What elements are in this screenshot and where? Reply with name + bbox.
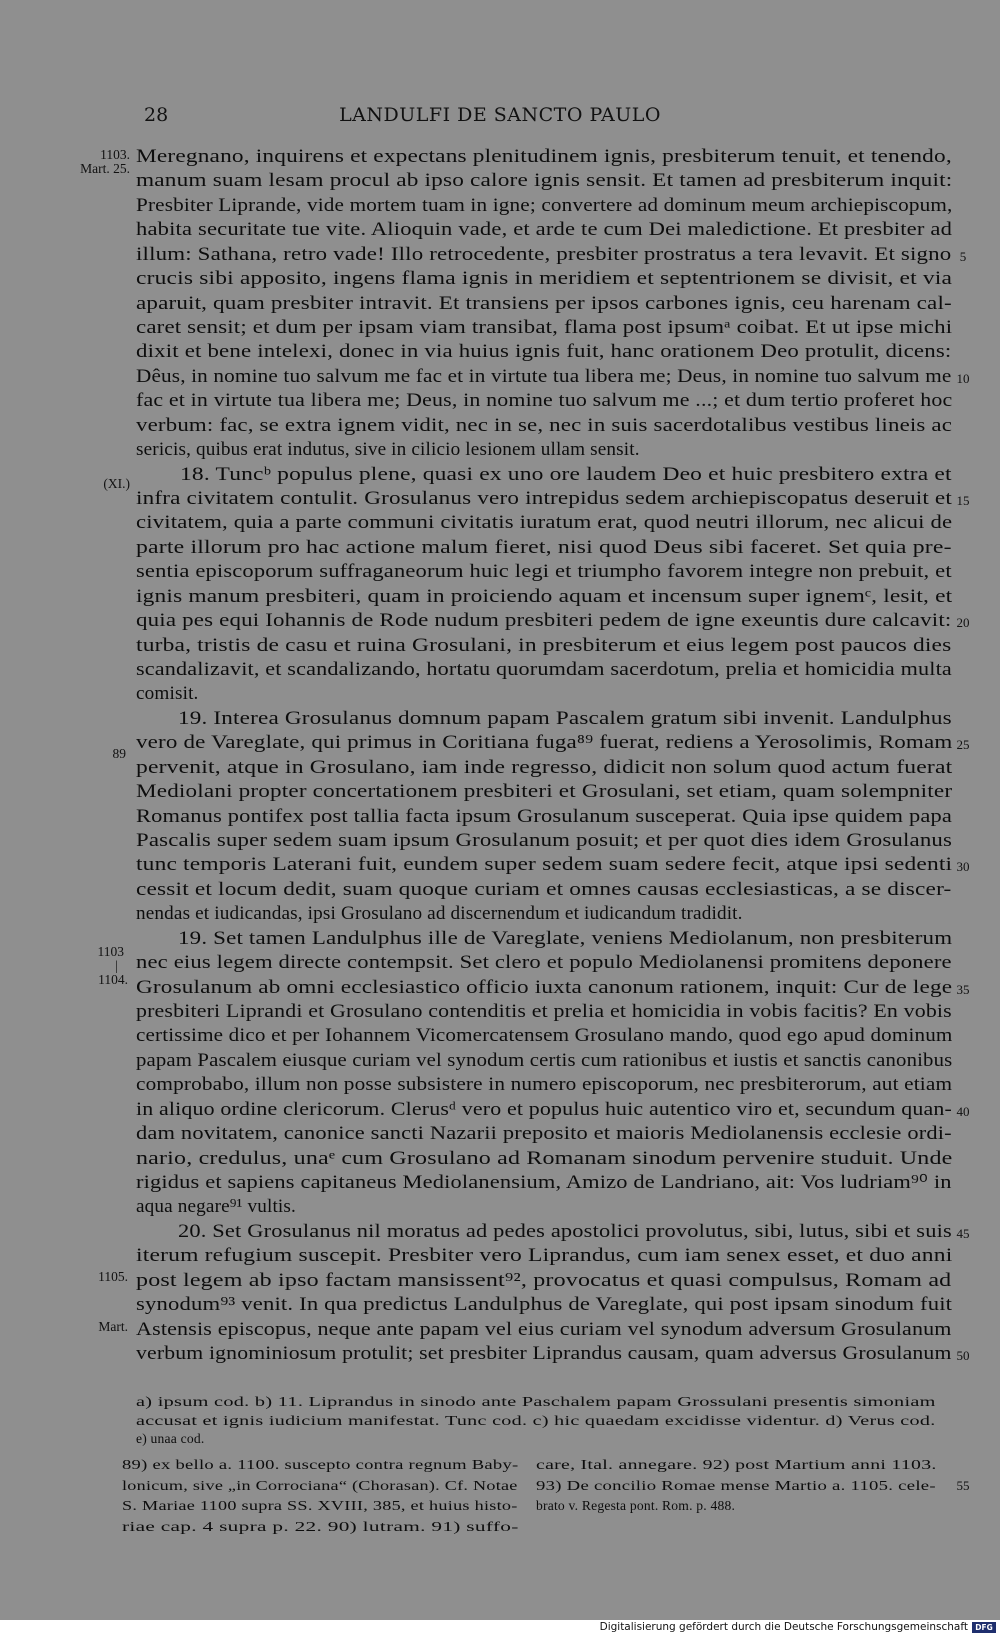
body-line: Mediolani propter concertationem presbiteri et Grosulani, set etiam, quam solempniter <box>136 781 953 803</box>
body-line: 19. Set tamen Landulphus ille de Vareglate, veniens Mediolanum, non presbiterum <box>178 927 953 949</box>
body-line: pervenit, atque in Grosulano, iam inde regresso, didicit non solum quod actum fuerat <box>136 756 953 778</box>
body-line: synodum⁹³ venit. In qua predictus Landulphus de Vareglate, qui post ipsam sinodum fuit <box>136 1294 953 1316</box>
body-line: caret sensit; et dum per ipsam viam transibat, flama post ipsumᵃ coibat. Et ut ipse michi <box>136 317 953 338</box>
footnote-line: e) unaa cod. <box>136 1431 205 1446</box>
body-line: manum suam lesam procul ab ipso calore ignis sensit. Et tamen ad presbiterum inquit: <box>136 170 953 192</box>
page-number: 28 <box>144 104 169 126</box>
body-line: in aliquo ordine clericorum. Clerusᵈ vero et populus huic autentico viro et, secundum quan- <box>136 1098 952 1120</box>
note-line: care, Ital. annegare. 92) post Martium anni 1103. <box>536 1457 937 1472</box>
body-line: civitatem, quia a parte communi civitatis iuratum erat, quod neutri illorum, nec alicui de <box>136 512 953 534</box>
body-line: aparuit, quam presbiter intravit. Et transiens per ipsos carbones ignis, ceu harenam cal- <box>136 292 952 314</box>
body-line: infra civitatem contulit. Grosulanus vero intrepidus sedem archiepiscopatus deseruit et <box>136 488 952 510</box>
body-line: aqua negare⁹¹ vultis. <box>136 1196 296 1218</box>
footer <box>600 1621 996 1633</box>
note-line: riae cap. 4 supra p. 22. 90) lutram. 91) suffo- <box>122 1518 519 1534</box>
body-line: Romanus pontifex post tallia facta ipsum Grosulanum susceperat. Quia ipse quidem papa <box>136 805 953 827</box>
body-line: nec eius legem directe contempsit. Set clero et populo Mediolanensi promitens deponere <box>136 952 952 974</box>
margin-date-1103: 1103. <box>100 147 130 162</box>
body-line: dixit et bene intelexi, donec in via huius ignis fuit, hanc orationem Deo protulit, dicens: <box>136 341 952 363</box>
line-number: 25 <box>956 737 970 753</box>
body-line: papam Pascalem eiusque curiam vel synodum certis cum rationibus et iustis et sanctis canonibus <box>136 1049 953 1071</box>
body-line: 19. Interea Grosulanus domnum papam Pascalem gratum sibi invenit. Landulphus <box>178 707 952 729</box>
line-number: 30 <box>956 859 970 875</box>
body-line: post legem ab ipso factam mansissent⁹², provocatus et quasi compulsus, Romam ad <box>136 1269 952 1291</box>
body-line: verbum ignominiosum protulit; set presbiter Liprandus causam, quam adversus Grosulanum <box>136 1343 952 1365</box>
line-number: 15 <box>956 493 970 509</box>
body-line: fac et in virtute tua libera me; Deus, in nomine tuo salvum me ...; et dum tertio proferet hoc <box>136 390 953 412</box>
body-line: Presbiter Liprande, vide mortem tuam in igne; convertere ad dominum meum archiepiscopum, <box>136 194 953 216</box>
body-line: sentia episcoporum suffraganeorum huic legi et triumpho favorem integre non prebuit, et <box>136 561 952 583</box>
body-line: illum: Sathana, retro vade! Illo retrocedente, presbiter prostratus a tera levavit. Et signo <box>136 243 952 265</box>
body-line: Astensis episcopus, neque ante papam vel eius curiam vel synodum adversum Grosulanum <box>136 1318 952 1340</box>
body-line: tunc temporis Laterani fuit, eundem super sedem suam sedere fecit, atque ipsi sedenti <box>136 854 953 876</box>
line-number: 10 <box>956 370 970 386</box>
body-line: dam novitatem, canonice sancti Nazarii preposito et maioris Mediolanensis ecclesie ordi- <box>136 1123 952 1145</box>
body-line: 18. Tuncᵇ populus plene, quasi ex uno ore laudem Deo et huic presbitero extra et <box>180 463 952 485</box>
body-line: Grosulanum ab omni ecclesiastico officio iuxta canonum rationem, inquit: Cur de lege <box>136 976 953 998</box>
body-line: ignis manum presbiteri, quam in proiciendo aquam et incensum super ignemᶜ, lesit, et <box>136 585 953 607</box>
footer-text: Digitalisierung gefördert durch die Deutsche Forschungsgemeinschaft <box>599 1621 968 1633</box>
line-number: 45 <box>956 1225 970 1241</box>
body-line: turba, tristis de casu et ruina Grosulani, in presbiterum et eius legem post paucos dies <box>136 634 952 656</box>
note-line: S. Mariae 1100 supra SS. XVIII, 385, et huius histo- <box>122 1498 518 1513</box>
body-line: comisit. <box>136 683 199 705</box>
body-line: crucis sibi apposito, ingens flama ignis in meridiem et septentrionem se divisit, et via <box>136 268 953 290</box>
dfg-logo-icon: DFG <box>972 1622 996 1633</box>
line-number: 55 <box>956 1478 970 1493</box>
note-line: brato v. Regesta pont. Rom. p. 488. <box>536 1498 736 1513</box>
note-line: 89) ex bello a. 1100. suscepto contra regnum Baby- <box>122 1457 519 1472</box>
section-marker-xi: (XI.) <box>103 476 130 491</box>
body-line: nario, credulus, unaᵉ cum Grosulano ad Romanam sinodum pervenire studuit. Unde <box>136 1147 953 1169</box>
footnote-line: a) ipsum cod. b) 11. Liprandus in sinodo ante Paschalem papam Grossulani presentis simoniam <box>136 1394 936 1409</box>
running-title: LANDULFI DE SANCTO PAULO <box>339 104 661 126</box>
line-number: 5 <box>959 248 967 264</box>
margin-date-1105: 1105. <box>98 1269 128 1284</box>
margin-date-1103b: 1103 <box>97 944 124 959</box>
body-line: Meregnano, inquirens et expectans plenitudinem ignis, presbiterum tenuit, et tenendo, <box>136 146 952 167</box>
line-number: 20 <box>956 615 970 631</box>
margin-date-mart: Mart. <box>98 1319 128 1334</box>
body-line: Pascalis super sedem suam ipsum Grosulanum posuit; et per quot dies idem Grosulanus <box>136 830 953 852</box>
body-line: Dêus, in nomine tuo salvum me fac et in virtute tua libera me; Deus, in nomine tuo salvum me <box>136 365 952 387</box>
body-line: nendas et iudicandas, ipsi Grosulano ad discernendum et iudicandum tradidit. <box>136 903 743 925</box>
margin-date-mart25: Mart. 25. <box>80 161 130 176</box>
line-number: 50 <box>956 1348 970 1364</box>
margin-note-89: 89 <box>112 746 126 761</box>
body-line: cessit et locum dedit, suam quoque curiam et omnes causas ecclesiasticas, a se discer- <box>136 878 952 900</box>
margin-date-1104: 1104. <box>98 972 128 987</box>
body-line: vero de Vareglate, qui primus in Coritiana fuga⁸⁹ fuerat, rediens a Yerosolimis, Romam <box>136 732 953 754</box>
body-line: iterum refugium suscepit. Presbiter vero Liprandus, cum iam senex esset, et duo anni <box>136 1245 953 1267</box>
body-line: parte illorum pro hac actione malum fieret, nisi quod Deus sibi faceret. Set quia pre- <box>136 536 952 558</box>
body-line: comprobabo, illum non posse subsistere in numero episcoporum, nec presbiterorum, aut etiam <box>136 1074 953 1096</box>
body-line: habita securitate tue vite. Alioquin vade, et arde te cum Dei maledictione. Et presbiter ad <box>136 219 953 241</box>
margin-date-separator: | <box>115 958 118 973</box>
body-line: verbum: fac, se extra ignem vidit, nec in se, nec in suis sacerdotalibus vestibus lineis ac <box>136 414 953 436</box>
body-line: rigidus et sapiens capitaneus Mediolanensium, Amizo de Landriano, ait: Vos ludriam⁹⁰ in <box>136 1172 952 1194</box>
line-number: 35 <box>956 981 970 997</box>
note-line: lonicum, sive „in Corrociana“ (Chorasan). Cf. Notae <box>122 1477 518 1493</box>
note-line: 93) De concilio Romae mense Martio a. 1105. cele- <box>536 1477 936 1493</box>
body-line: sericis, quibus erat indutus, sive in cilicio lesionem ullam sensit. <box>136 439 640 461</box>
body-line: scandalizavit, et scandalizando, hortatu quorumdam sacerdotum, prelia et homicidia multa <box>136 659 952 681</box>
footnote-line: accusat et ignis iudicium manifestat. Tunc cod. c) hic quaedam excidisse videntur. d) Verus cod. <box>136 1412 936 1428</box>
body-line: quia pes equi Iohannis de Rode nudum presbiteri pedem de igne exeuntis dure calcavit: <box>136 610 952 632</box>
body-line: presbiteri Liprandi et Grosulano contenditis et prelia et homicidia in vobis facitis? En vobis <box>136 1001 952 1023</box>
line-number: 40 <box>956 1103 970 1119</box>
body-line: certissime dico et per Iohannem Vicomercatensem Grosulano mando, quod ego apud dominum <box>136 1025 953 1047</box>
body-line: 20. Set Grosulanus nil moratus ad pedes apostolici provolutus, sibi, lutus, sibi et suis <box>178 1220 952 1242</box>
